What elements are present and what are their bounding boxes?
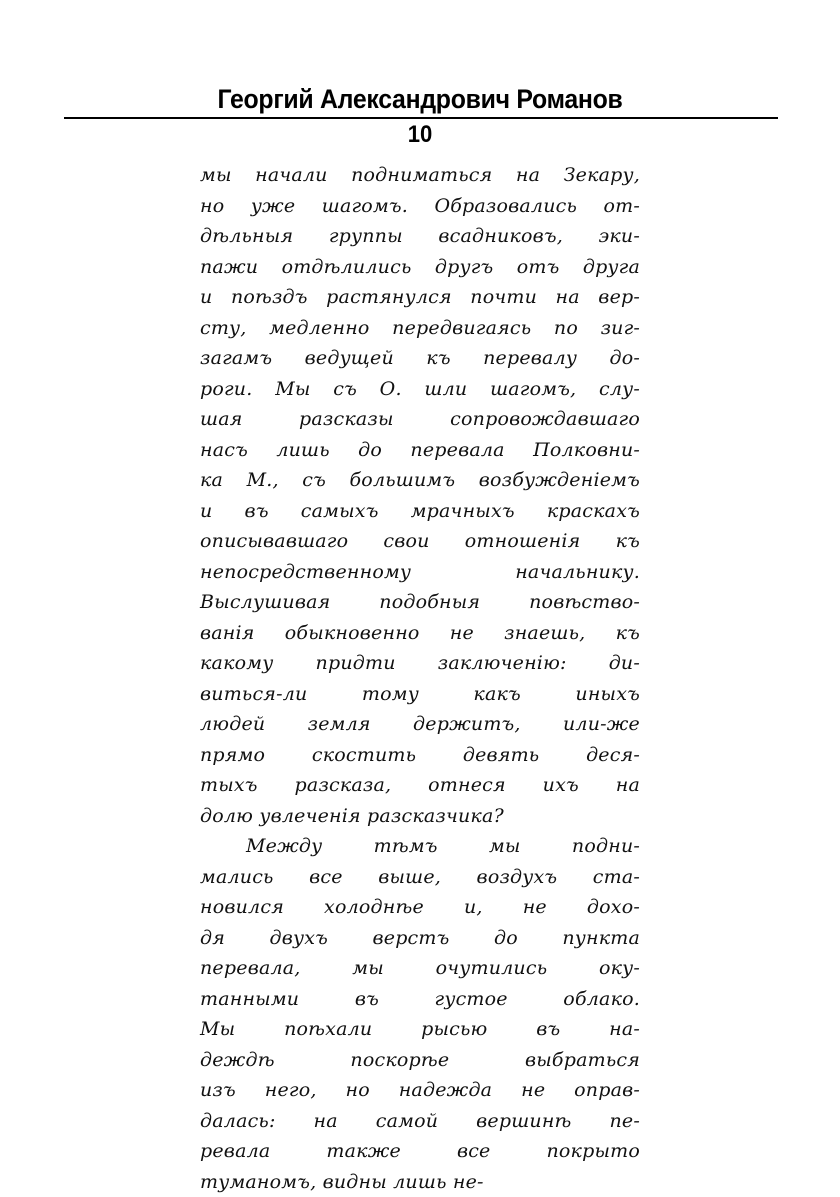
manuscript-line: Выслушивая подобныя повѣство- (200, 587, 640, 618)
manuscript-line: перевала, мы очутились оку- (200, 953, 640, 984)
manuscript-line: Между тѣмъ мы подни- (200, 831, 640, 862)
manuscript-line: далась: на самой вершинѣ пе- (200, 1106, 640, 1137)
manuscript-line: туманомъ, видны лишь не- (200, 1167, 640, 1197)
manuscript-line: загамъ ведущей къ перевалу до- (200, 343, 640, 374)
header-author-name: Георгий Александрович Романов (34, 84, 807, 115)
manuscript-line: ревала также все покрыто (200, 1136, 640, 1167)
page-number: 10 (34, 121, 807, 149)
manuscript-line: долю увлеченія разсказчика? (200, 801, 640, 832)
manuscript-line: сту, медленно передвигаясь по зиг- (200, 313, 640, 344)
manuscript-line: деждѣ поскорѣе выбраться (200, 1045, 640, 1076)
manuscript-line: непосредственному начальнику. (200, 557, 640, 588)
manuscript-line: пажи отдѣлились другъ отъ друга (200, 252, 640, 283)
manuscript-line: виться-ли тому какъ иныхъ (200, 679, 640, 710)
manuscript-line: Мы поѣхали рысью въ на- (200, 1014, 640, 1045)
manuscript-line: тыхъ разсказа, отнеся ихъ на (200, 770, 640, 801)
header-divider (64, 117, 778, 119)
manuscript-line: ка М., съ большимъ возбужденіемъ (200, 465, 640, 496)
manuscript-line: танными въ густое облако. (200, 984, 640, 1015)
manuscript-line: мались все выше, воздухъ ста- (200, 862, 640, 893)
manuscript-line: какому придти заключенію: ди- (200, 648, 640, 679)
manuscript-line: дѣльныя группы всадниковъ, эки- (200, 221, 640, 252)
manuscript-line: роги. Мы съ О. шли шагомъ, слу- (200, 374, 640, 405)
manuscript-line: шая разсказы сопровождавшаго (200, 404, 640, 435)
manuscript-line: насъ лишь до перевала Полковни- (200, 435, 640, 466)
manuscript-line: прямо скостить девять деся- (200, 740, 640, 771)
manuscript-line: но уже шагомъ. Образовались от- (200, 191, 640, 222)
manuscript-line: изъ него, но надежда не оправ- (200, 1075, 640, 1106)
manuscript-line: людей земля держитъ, или-же (200, 709, 640, 740)
manuscript-line: и поѣздъ растянулся почти на вер- (200, 282, 640, 313)
manuscript-line: описывавшаго свои отношенія къ (200, 526, 640, 557)
manuscript-line: дя двухъ верстъ до пункта (200, 923, 640, 954)
manuscript-line: мы начали подниматься на Зекару, (200, 160, 640, 191)
manuscript-line: новился холоднѣе и, не дохо- (200, 892, 640, 923)
manuscript-line: ванія обыкновенно не знаешь, къ (200, 618, 640, 649)
manuscript-line: и въ самыхъ мрачныхъ краскахъ (200, 496, 640, 527)
handwritten-manuscript (200, 160, 640, 1197)
